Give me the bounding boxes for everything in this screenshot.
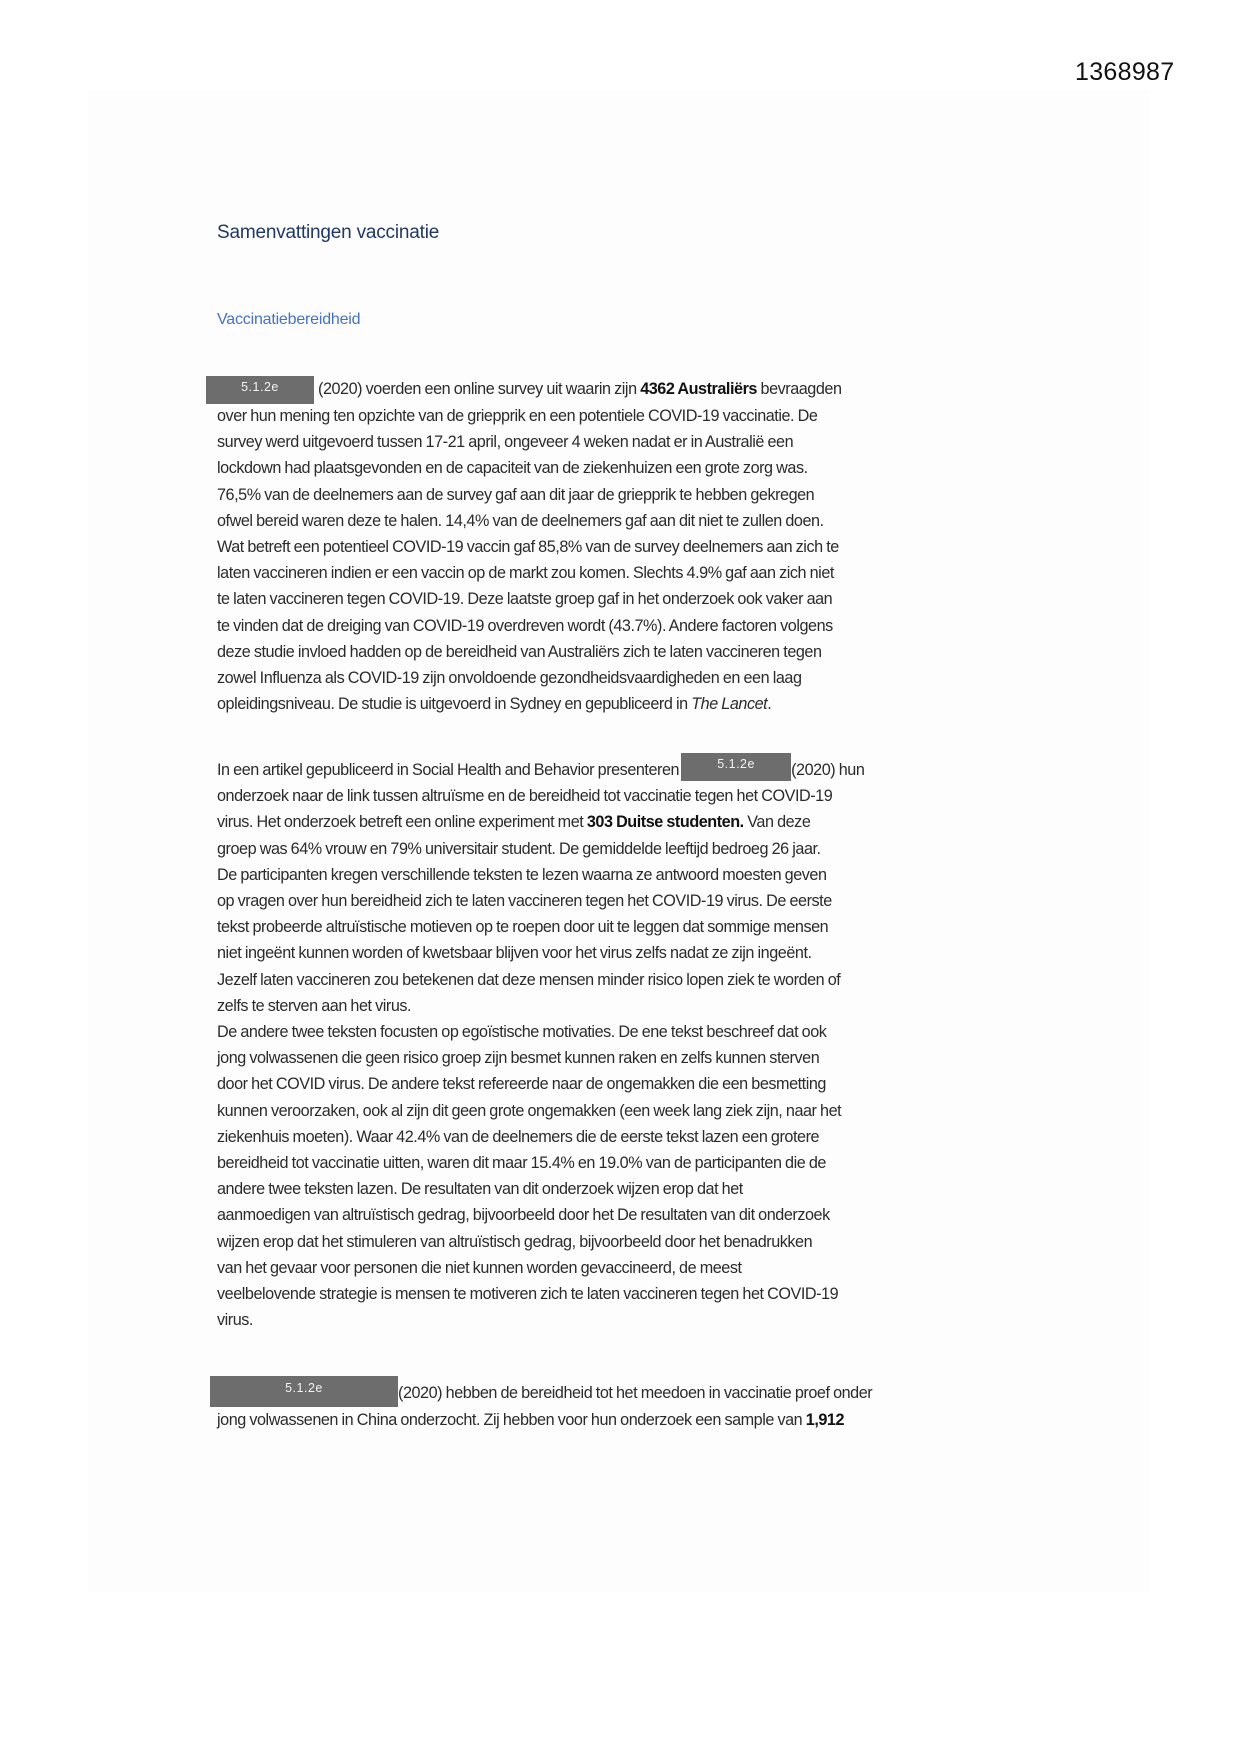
paragraph-line: De andere twee teksten focusten op egoïstische motivaties. De ene tekst beschreef dat ook <box>217 1023 827 1042</box>
document-title: Samenvattingen vaccinatie <box>217 222 440 243</box>
paragraph-line: veelbelovende strategie is mensen te motiveren zich te laten vaccineren tegen het COVID-19 <box>217 1285 839 1304</box>
paragraph-line: van het gevaar voor personen die niet kunnen worden gevaccineerd, de meest <box>217 1258 742 1277</box>
paragraph-line: niet ingeënt kunnen worden of kwetsbaar blijven voor het virus zelfs nadat ze zijn ingeënt. <box>217 944 812 963</box>
paragraph-line: zelfs te sterven aan het virus. <box>217 996 412 1015</box>
paragraph-line: zowel Influenza als COVID-19 zijn onvoldoende gezondheidsvaardigheden en een laag <box>217 669 802 688</box>
paragraph-line: virus. <box>217 1311 253 1330</box>
paragraph-line: ofwel bereid waren deze te halen. 14,4% van de deelnemers gaf aan dit niet te zullen doen. <box>217 511 824 530</box>
paragraph-line: andere twee teksten lazen. De resultaten van dit onderzoek wijzen erop dat het <box>217 1180 743 1199</box>
paragraph-line: lockdown had plaatsgevonden en de capaciteit van de ziekenhuizen een grote zorg was. <box>217 459 808 478</box>
redaction-box: 5.1.2e <box>206 376 314 404</box>
paragraph-altruism-study <box>217 757 1047 1333</box>
paragraph-line: jong volwassenen die geen risico groep zijn besmet kunnen raken en zelfs kunnen sterven <box>217 1049 820 1068</box>
journal-name: The Lancet <box>691 695 768 714</box>
paragraph-line: 5.1.2e (2020) hebben de bereidheid tot het meedoen in vaccinatie proef onder <box>210 1380 1040 1407</box>
paragraph-china-study-body <box>217 1407 1047 1433</box>
paragraph-line: te laten vaccineren tegen COVID-19. Deze laatste groep gaf in het onderzoek ook vaker aan <box>217 590 833 609</box>
paragraph-line: ziekenhuis moeten). Waar 42.4% van de deelnemers die de eerste tekst lazen een grotere <box>217 1127 820 1146</box>
paragraph-line: wijzen erop dat het stimuleren van altruïstisch gedrag, bijvoorbeeld door het benadrukken <box>217 1232 813 1251</box>
redaction-box: 5.1.2e <box>681 753 791 781</box>
paragraph-line: opleidingsniveau. De studie is uitgevoerd in Sydney en gepubliceerd in The Lancet. <box>217 695 772 714</box>
paragraph-line: groep was 64% vrouw en 79% universitair student. De gemiddelde leeftijd bedroeg 26 jaar. <box>217 839 821 858</box>
paragraph-line: bereidheid tot vaccinatie uitten, waren dit maar 15.4% en 19.0% van de participanten die de <box>217 1154 826 1173</box>
paragraph-line: deze studie invloed hadden op de bereidheid van Australiërs zich te laten vaccineren tegen <box>217 642 822 661</box>
paragraph-line: door het COVID virus. De andere tekst refereerde naar de ongemakken die een besmetting <box>217 1075 826 1094</box>
paragraph-line: op vragen over hun bereidheid zich te laten vaccineren tegen het COVID-19 virus. De eerste <box>217 892 832 911</box>
paragraph-line: virus. Het onderzoek betreft een online experiment met 303 Duitse studenten. Van deze <box>217 813 811 832</box>
paragraph-line: 5.1.2e (2020) voerden een online survey uit waarin zijn 4362 Australiërs bevraagden <box>206 376 1036 404</box>
paragraph-line: onderzoek naar de link tussen altruïsme en de bereidheid tot vaccinatie tegen het COVID-19 <box>217 787 833 806</box>
paragraph-line: aanmoedigen van altruïstisch gedrag, bijvoorbeeld door het De resultaten van dit onderzoek <box>217 1206 830 1225</box>
paragraph-line: Jezelf laten vaccineren zou betekenen dat deze mensen minder risico lopen ziek te worden of <box>217 970 841 989</box>
paragraph-line: tekst probeerde altruïstische motieven op te roepen door uit te leggen dat sommige mensen <box>217 918 829 937</box>
paragraph-line: 76,5% van de deelnemers aan de survey gaf aan dit jaar de griepprik te hebben gekregen <box>217 485 815 504</box>
paragraph-line: kunnen veroorzaken, ook al zijn dit geen grote ongemakken (een week lang ziek zijn, naar het <box>217 1101 842 1120</box>
document-id: 1368987 <box>1075 58 1175 86</box>
paragraph-line: survey werd uitgevoerd tussen 17-21 april, ongeveer 4 weken nadat er in Australië een <box>217 433 794 452</box>
paragraph-line: jong volwassenen in China onderzocht. Zij hebben voor hun onderzoek een sample van 1,912 <box>217 1411 845 1429</box>
paragraph-australian-survey <box>206 376 1036 404</box>
redaction-box: 5.1.2e <box>210 1376 398 1407</box>
paragraph-line: In een artikel gepubliceerd in Social Health and Behavior presenteren 5.1.2e (2020) hun <box>217 757 1047 783</box>
paragraph-line: Wat betreft een potentieel COVID-19 vaccin gaf 85,8% van de survey deelnemers aan zich te <box>217 538 839 557</box>
paragraph-line: laten vaccineren indien er een vaccin op de markt zou komen. Slechts 4.9% gaf aan zich niet <box>217 564 834 583</box>
paragraph-line: De participanten kregen verschillende teksten te lezen waarna ze antwoord moesten geven <box>217 865 827 884</box>
paragraph-line: over hun mening ten opzichte van de griepprik en een potentiele COVID-19 vaccinatie. De <box>217 407 818 425</box>
paragraph-australian-survey-body <box>217 403 1047 717</box>
paragraph-line: te vinden dat de dreiging van COVID-19 overdreven wordt (43.7%). Andere factoren volgens <box>217 616 833 635</box>
section-heading: Vaccinatiebereidheid <box>217 311 361 328</box>
paragraph-china-study <box>210 1380 1040 1407</box>
